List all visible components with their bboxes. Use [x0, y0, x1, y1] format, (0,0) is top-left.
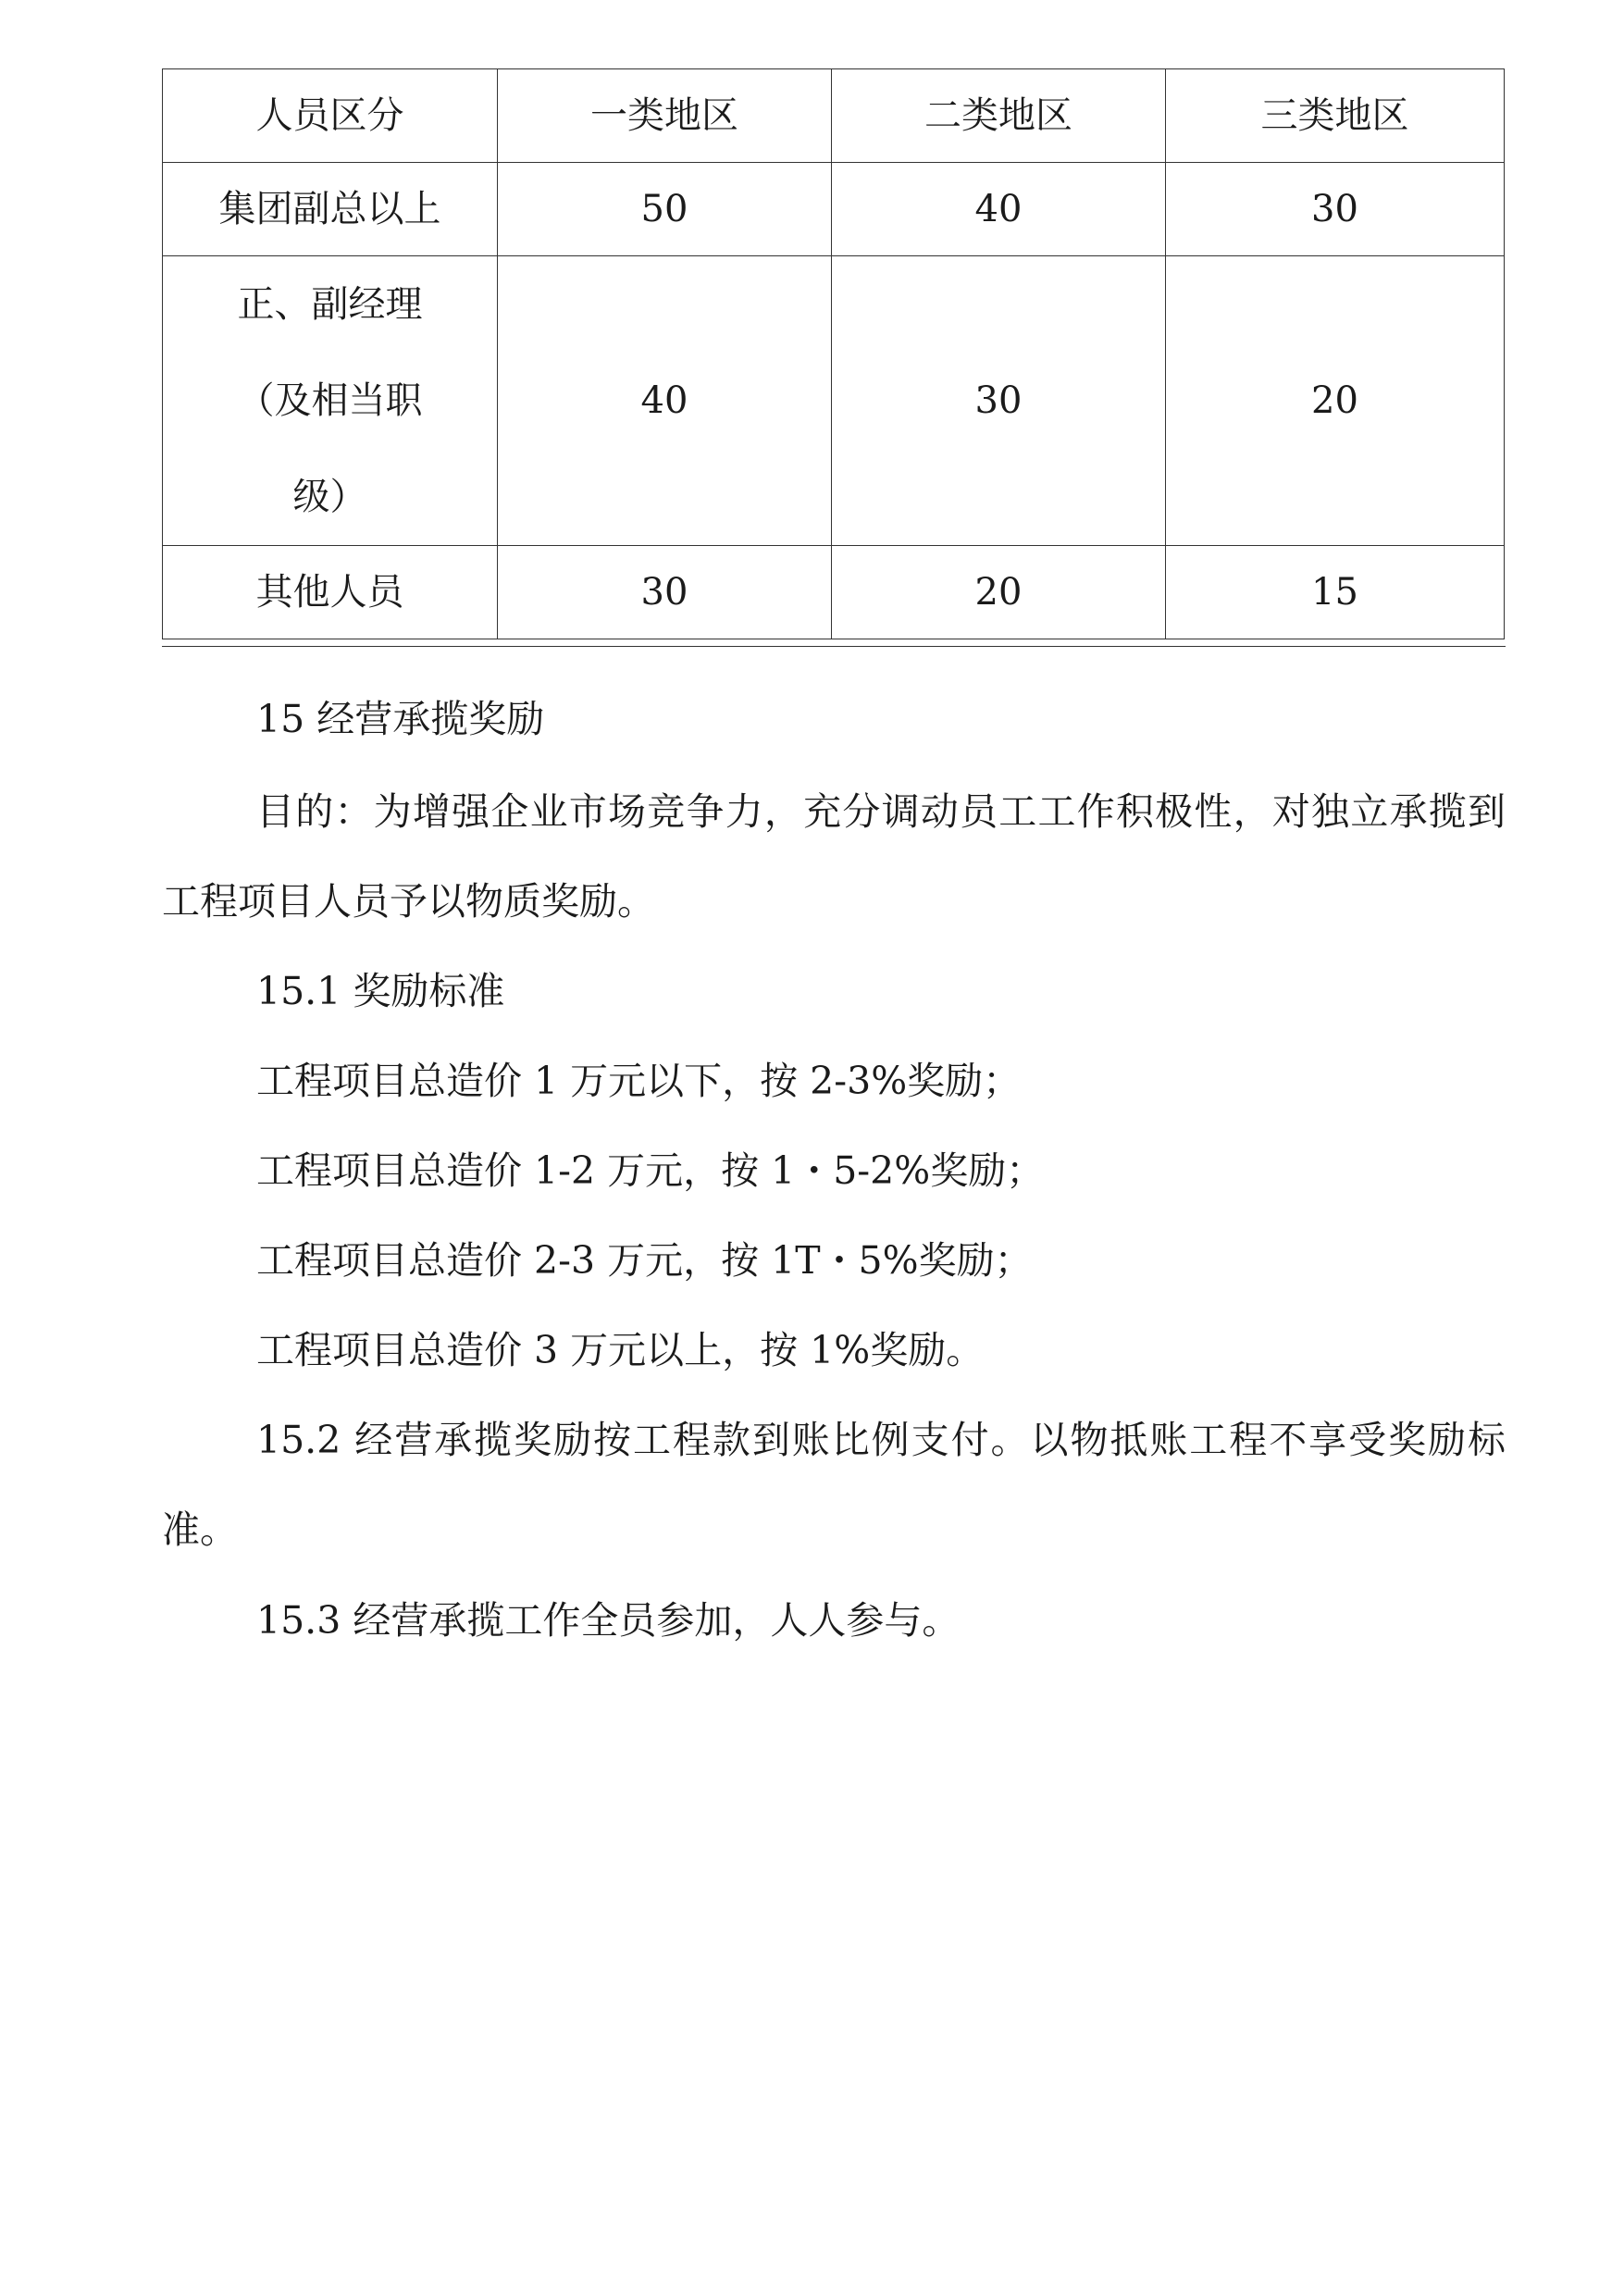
section-divider — [162, 646, 1506, 647]
section-title: 15 经营承揽奖励 — [256, 697, 545, 741]
header-cell: 一类地区 — [498, 69, 832, 163]
row-label-line: 级） — [292, 476, 367, 518]
value-cell: 30 — [1166, 163, 1505, 256]
value-cell: 15 — [1166, 546, 1505, 639]
rule-item: 工程项目总造价 3 万元以上，按 1%奖励。 — [256, 1328, 985, 1372]
rule-item: 工程项目总造价 1 万元以下，按 2-3%奖励； — [256, 1059, 1022, 1103]
table-header-row — [163, 69, 1505, 163]
row-label-cell: 其他人员 — [163, 546, 498, 639]
header-cell: 二类地区 — [832, 69, 1166, 163]
table-row — [163, 256, 1505, 546]
participation-paragraph: 15.3 经营承揽工作全员参加，人人参与。 — [256, 1598, 961, 1643]
header-cell: 三类地区 — [1166, 69, 1505, 163]
value-cell: 40 — [498, 256, 832, 546]
header-cell: 人员区分 — [163, 69, 498, 163]
value-cell: 40 — [832, 163, 1166, 256]
value-cell: 30 — [498, 546, 832, 639]
value-cell: 20 — [832, 546, 1166, 639]
table-row — [163, 163, 1505, 256]
subsection-title: 15.1 奖励标准 — [256, 969, 505, 1013]
payment-paragraph: 15.2 经营承揽奖励按工程款到账比例支付。以物抵账工程不享受奖励标准。 — [162, 1418, 1506, 1552]
value-cell: 20 — [1166, 256, 1505, 546]
rule-item: 工程项目总造价 1-2 万元，按 1・5-2%奖励； — [256, 1148, 1045, 1193]
rule-item: 工程项目总造价 2-3 万元，按 1T・5%奖励； — [256, 1238, 1033, 1283]
row-label-cell: 集团副总以上 — [163, 163, 498, 256]
value-cell: 30 — [832, 256, 1166, 546]
value-cell: 50 — [498, 163, 832, 256]
table-row — [163, 546, 1505, 639]
allowance-table — [162, 68, 1505, 639]
row-label-line: （及相当职 — [237, 379, 423, 422]
row-label-line: 正、副经理 — [237, 283, 423, 326]
row-label-cell — [163, 256, 498, 546]
purpose-paragraph: 目的：为增强企业市场竞争力，充分调动员工工作积极性，对独立承揽到工程项目人员予以物质奖励。 — [162, 789, 1506, 924]
